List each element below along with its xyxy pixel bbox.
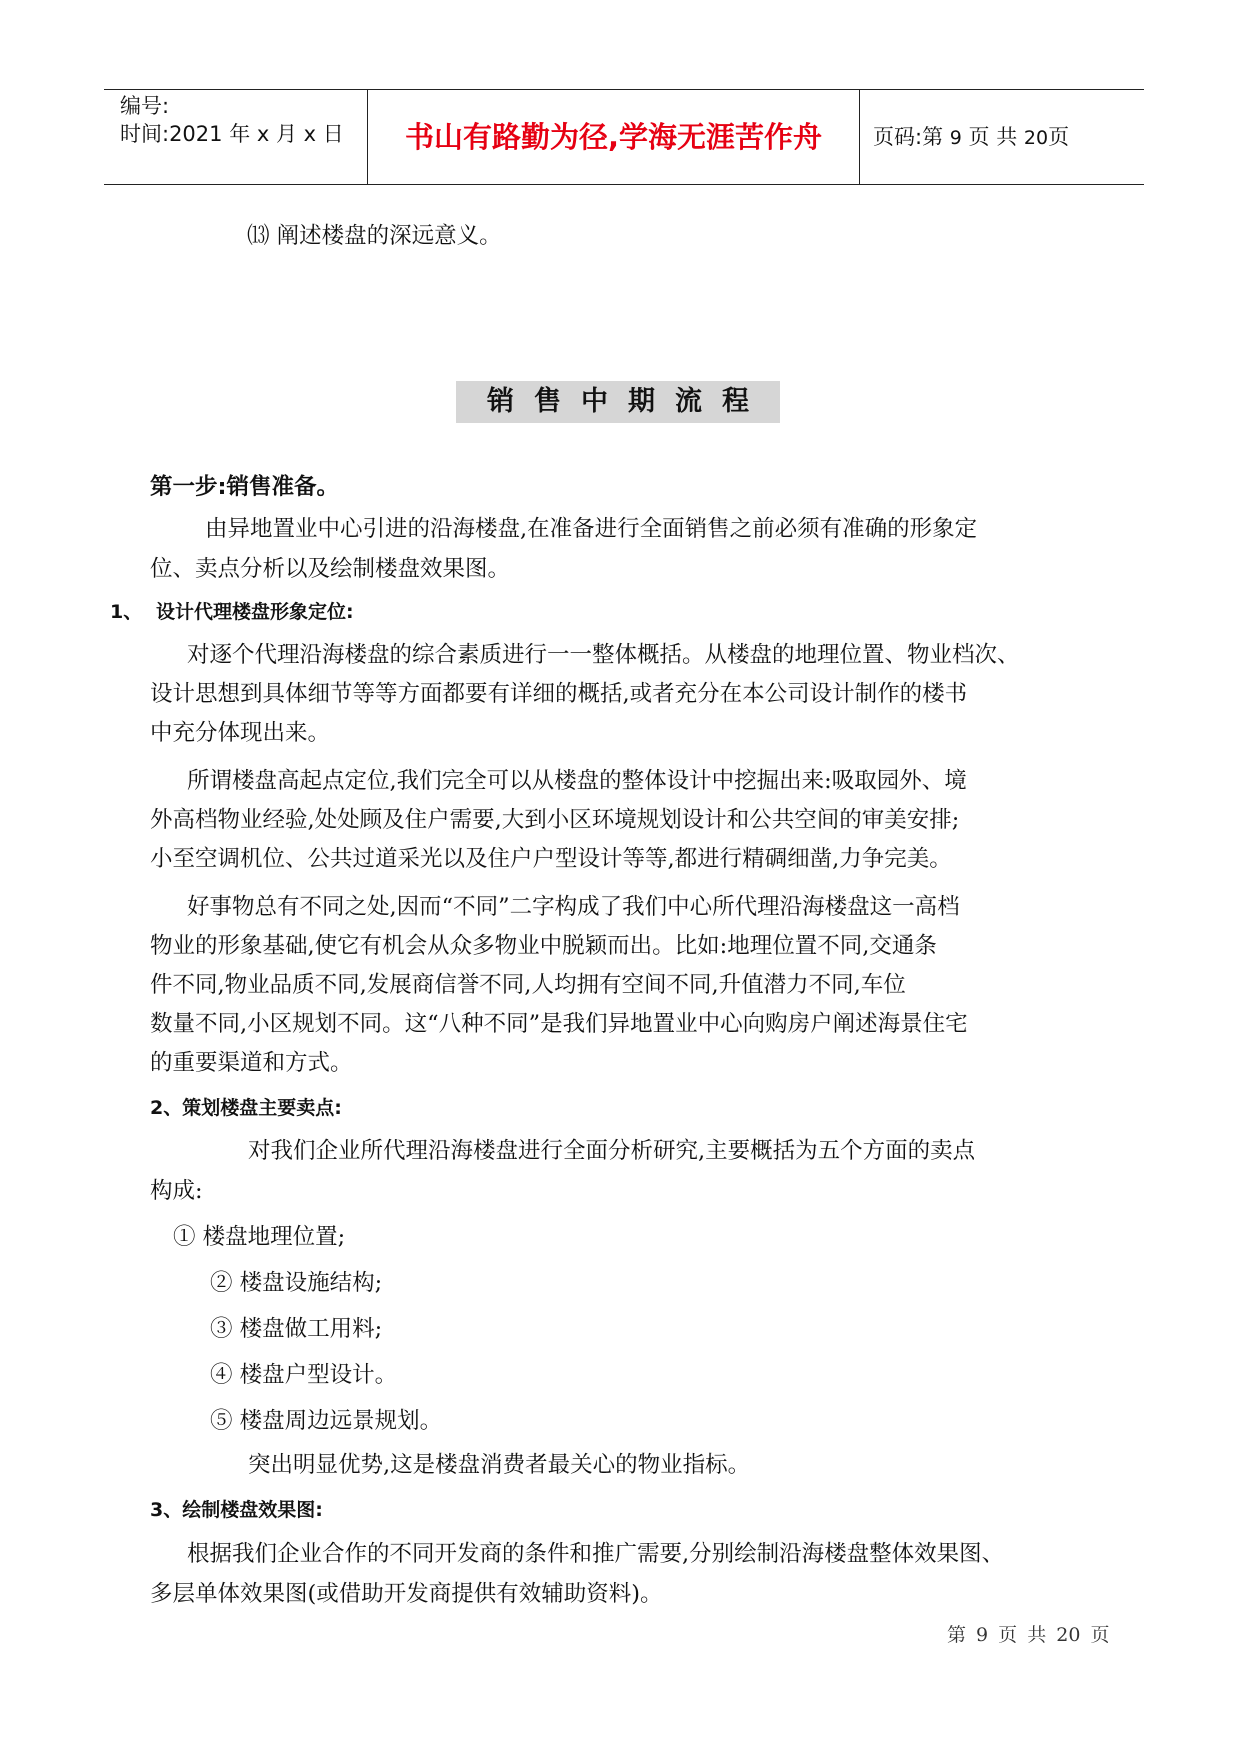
paragraph-line: 所谓楼盘高起点定位,我们完全可以从楼盘的整体设计中挖掘出来:吸取园外、境	[187, 768, 967, 794]
page-label-suffix: 页	[1048, 125, 1070, 149]
paragraph-line: 数量不同,小区规划不同。这“八种不同”是我们异地置业中心向购房户阐述海景住宅	[150, 1011, 968, 1037]
paragraph-line: 多层单体效果图(或借助开发商提供有效辅助资料)。	[150, 1581, 663, 1607]
paragraph-line: 根据我们企业合作的不同开发商的条件和推广需要,分别绘制沿海楼盘整体效果图、	[187, 1541, 1005, 1567]
paragraph-line: 的重要渠道和方式。	[150, 1050, 353, 1076]
paragraph-line: 对逐个代理沿海楼盘的综合素质进行一一整体概括。从楼盘的地理位置、物业档次、	[187, 642, 1020, 668]
paragraph-line: 设计思想到具体细节等等方面都要有详细的概括,或者充分在本公司设计制作的楼书	[150, 681, 968, 707]
page-label-mid: 页 共	[968, 125, 1018, 149]
section-title: 销售中期流程	[487, 386, 769, 417]
number-label: 编号:	[120, 94, 170, 118]
list-item: ③ 楼盘做工用料;	[210, 1316, 383, 1342]
section-number: 1、	[110, 601, 143, 623]
paragraph-line: 中充分体现出来。	[150, 720, 331, 746]
paragraph-line: 构成:	[150, 1178, 203, 1204]
paragraph-line: 物业的形象基础,使它有机会从众多物业中脱颖而出。比如:地理位置不同,交通条	[150, 933, 937, 959]
paragraph-line: 小至空调机位、公共过道采光以及住户户型设计等等,都进行精碉细凿,力争完美。	[150, 846, 952, 872]
header-page-number	[873, 90, 1069, 184]
list-item: ⑤ 楼盘周边远景规划。	[210, 1408, 443, 1434]
time-label: 时间:2021 年 x 月 x 日	[120, 122, 344, 146]
page-header	[104, 89, 1144, 185]
intro-list-item: ⒀ 阐述楼盘的深远意义。	[247, 223, 502, 249]
section-heading: 2、策划楼盘主要卖点:	[150, 1097, 342, 1119]
paragraph-line: 好事物总有不同之处,因而“不同”二字构成了我们中心所代理沿海楼盘这一高档	[187, 894, 960, 920]
page-label-prefix: 页码:第	[873, 125, 944, 149]
paragraph-line: 对我们企业所代理沿海楼盘进行全面分析研究,主要概括为五个方面的卖点	[248, 1138, 976, 1164]
paragraph-line: 外高档物业经验,处处顾及住户需要,大到小区环境规划设计和公共空间的审美安排;	[150, 807, 960, 833]
page-total: 20	[1023, 127, 1049, 149]
list-item: ② 楼盘设施结构;	[210, 1270, 383, 1296]
paragraph-line: 位、卖点分析以及绘制楼盘效果图。	[150, 556, 511, 582]
section-heading: 3、绘制楼盘效果图:	[150, 1499, 323, 1521]
section-heading-text: 设计代理楼盘形象定位:	[156, 601, 354, 623]
list-item: ① 楼盘地理位置;	[173, 1224, 346, 1250]
paragraph-line: 突出明显优势,这是楼盘消费者最关心的物业指标。	[248, 1452, 751, 1478]
paragraph-line: 由异地置业中心引进的沿海楼盘,在准备进行全面销售之前必须有准确的形象定	[205, 516, 978, 542]
section-heading	[110, 597, 354, 627]
page-footer: 第 9 页 共 20 页	[947, 1624, 1110, 1646]
header-divider	[859, 90, 860, 184]
paragraph-line: 件不同,物业品质不同,发展商信誉不同,人均拥有空间不同,升值潜力不同,车位	[150, 972, 906, 998]
header-motto: 书山有路勤为径,学海无涯苦作舟	[404, 120, 823, 154]
list-item: ④ 楼盘户型设计。	[210, 1362, 398, 1388]
header-meta	[120, 92, 344, 148]
step-heading: 第一步:销售准备。	[150, 474, 339, 500]
page-number: 9	[949, 127, 962, 149]
